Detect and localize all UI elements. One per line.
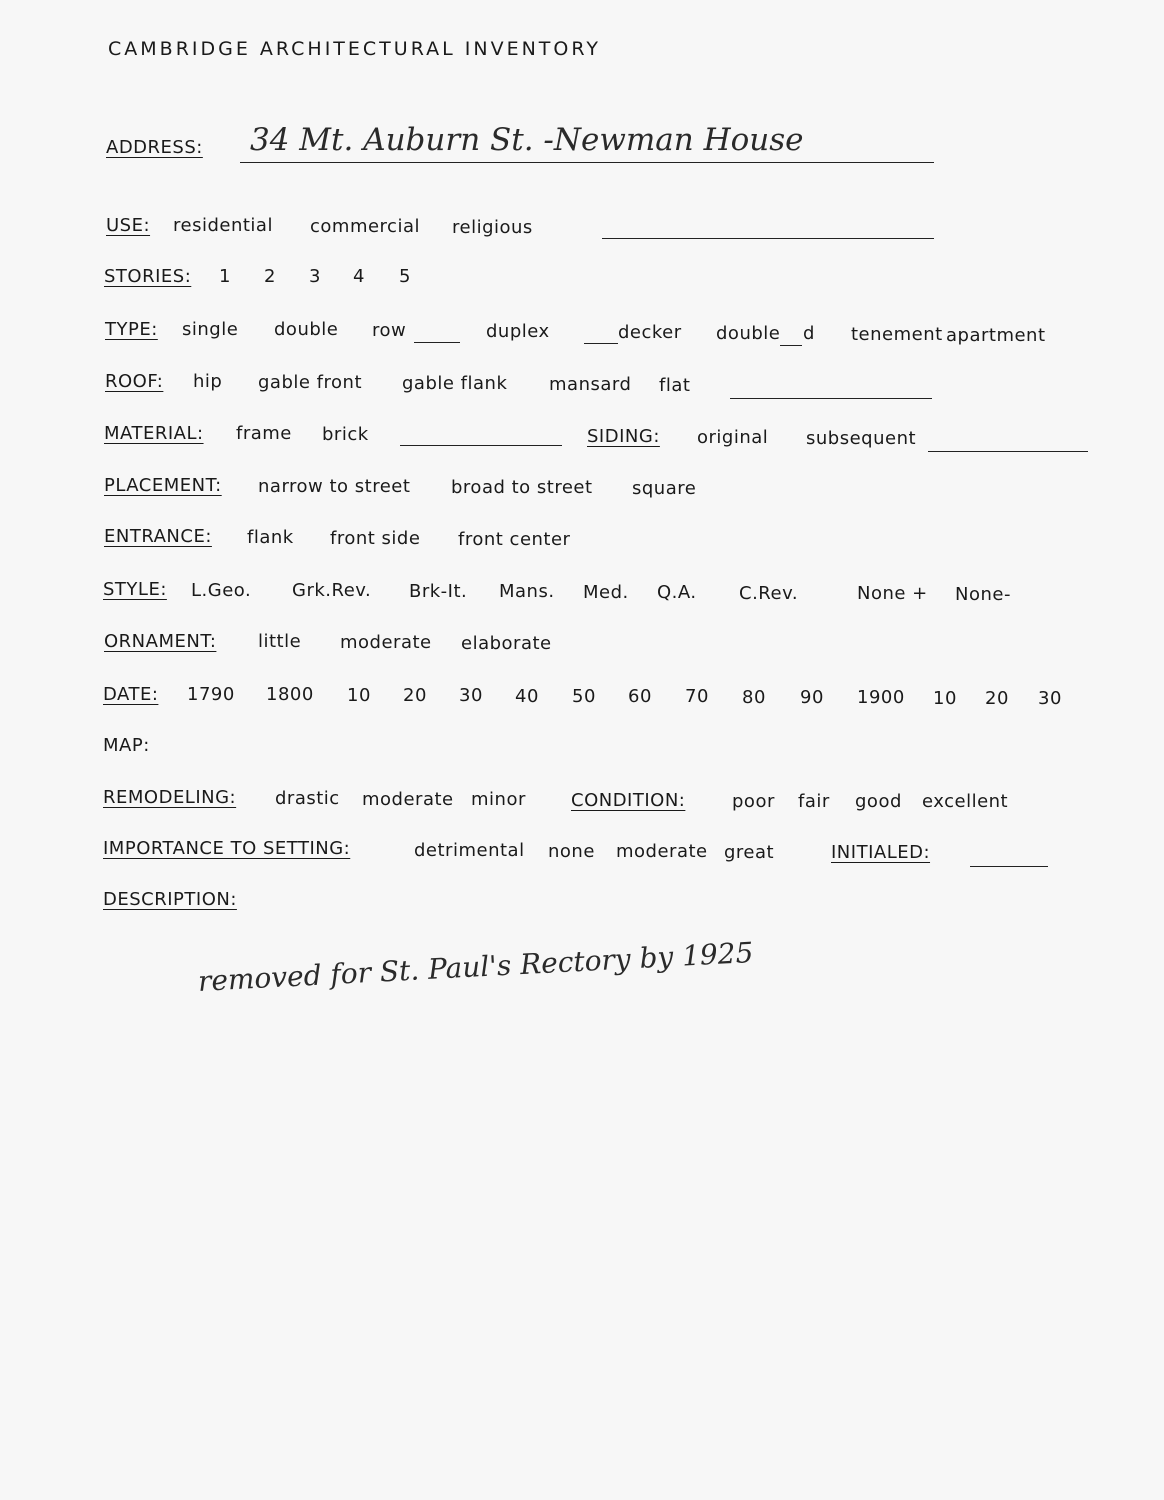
roof-option-flat: flat — [659, 375, 691, 396]
remodeling-option-minor: minor — [471, 789, 526, 810]
material-label: MATERIAL: — [104, 423, 204, 444]
type-row-blank — [414, 342, 460, 343]
type-option-tenement: tenement — [851, 324, 943, 345]
condition-option-good: good — [855, 791, 902, 812]
date-option: 1800 — [266, 684, 314, 705]
use-other-line — [602, 238, 934, 239]
address-label: ADDRESS: — [106, 137, 203, 158]
stories-option: 5 — [399, 266, 411, 287]
stories-option: 2 — [264, 266, 276, 287]
condition-label: CONDITION: — [571, 790, 686, 811]
roof-other-line — [730, 398, 932, 399]
address-handwritten-value: 34 Mt. Auburn St. -Newman House — [250, 122, 804, 158]
ornament-option-little: little — [258, 631, 302, 652]
importance-label: IMPORTANCE TO SETTING: — [103, 838, 351, 859]
roof-option-hip: hip — [193, 371, 223, 392]
material-option-brick: brick — [322, 424, 369, 445]
style-option: Mans. — [499, 581, 555, 602]
style-option: Med. — [583, 582, 629, 603]
placement-option-broad: broad to street — [451, 477, 593, 498]
style-label: STYLE: — [103, 579, 167, 600]
date-option: 1900 — [857, 687, 905, 708]
roof-label: ROOF: — [105, 371, 164, 392]
date-option: 30 — [1038, 688, 1062, 709]
date-option: 50 — [572, 686, 596, 707]
date-option: 1790 — [187, 684, 235, 705]
use-label: USE: — [106, 215, 151, 236]
placement-option-square: square — [632, 478, 697, 499]
type-double-d-blank — [780, 345, 802, 346]
roof-option-gable-front: gable front — [258, 372, 362, 393]
type-option-single: single — [182, 319, 239, 340]
style-option: C.Rev. — [739, 583, 799, 604]
date-option: 30 — [459, 685, 483, 706]
form-title: CAMBRIDGE ARCHITECTURAL INVENTORY — [108, 38, 601, 60]
stories-label: STORIES: — [104, 266, 192, 287]
importance-option-detrimental: detrimental — [414, 840, 525, 861]
style-option: None + — [857, 583, 928, 604]
siding-label: SIDING: — [587, 426, 660, 447]
use-option-religious: religious — [452, 217, 533, 238]
type-option-row: row — [372, 320, 407, 341]
entrance-option-front-center: front center — [458, 529, 571, 550]
date-option: 40 — [515, 686, 539, 707]
entrance-label: ENTRANCE: — [104, 526, 212, 547]
date-option: 80 — [742, 687, 766, 708]
remodeling-option-moderate: moderate — [362, 789, 454, 810]
type-decker-blank — [584, 343, 618, 344]
date-label: DATE: — [103, 684, 159, 705]
type-option-d: d — [803, 323, 815, 344]
description-handwritten-note: removed for St. Paul's Rectory by 1925 — [197, 935, 755, 998]
placement-label: PLACEMENT: — [104, 475, 222, 496]
date-option: 70 — [685, 686, 709, 707]
date-option: 90 — [800, 687, 824, 708]
use-option-residential: residential — [173, 215, 273, 236]
ornament-option-moderate: moderate — [340, 632, 432, 653]
stories-option: 1 — [219, 266, 231, 287]
siding-option-original: original — [697, 427, 769, 448]
importance-option-moderate: moderate — [616, 841, 708, 862]
type-option-duplex: duplex — [486, 321, 550, 342]
type-option-decker: decker — [618, 322, 682, 343]
date-option: 10 — [933, 688, 957, 709]
stories-option: 4 — [353, 266, 365, 287]
date-option: 10 — [347, 685, 371, 706]
style-option: Grk.Rev. — [292, 580, 372, 601]
importance-option-none: none — [548, 841, 595, 862]
entrance-option-flank: flank — [247, 527, 294, 548]
roof-option-gable-flank: gable flank — [402, 373, 508, 394]
type-option-apartment: apartment — [946, 325, 1046, 346]
condition-option-excellent: excellent — [922, 791, 1009, 812]
siding-option-subsequent: subsequent — [806, 428, 917, 449]
roof-option-mansard: mansard — [549, 374, 632, 395]
material-option-frame: frame — [236, 423, 292, 444]
entrance-option-front-side: front side — [330, 528, 421, 549]
map-label: MAP: — [103, 735, 150, 756]
remodeling-option-drastic: drastic — [275, 788, 340, 809]
date-option: 20 — [985, 688, 1009, 709]
type-label: TYPE: — [105, 319, 158, 340]
ornament-option-elaborate: elaborate — [461, 633, 552, 654]
initialed-label: INITIALED: — [831, 842, 931, 863]
type-option-double-d: double — [716, 323, 781, 344]
condition-option-fair: fair — [798, 791, 830, 812]
date-option: 60 — [628, 686, 652, 707]
ornament-label: ORNAMENT: — [104, 631, 217, 652]
siding-other-line — [928, 451, 1088, 452]
remodeling-label: REMODELING: — [103, 787, 237, 808]
date-option: 20 — [403, 685, 427, 706]
type-option-double: double — [274, 319, 339, 340]
style-option: L.Geo. — [191, 580, 252, 601]
material-other-line — [400, 445, 562, 446]
description-label: DESCRIPTION: — [103, 889, 237, 910]
style-option: None- — [955, 584, 1011, 605]
initialed-line — [970, 866, 1048, 867]
condition-option-poor: poor — [732, 791, 775, 812]
stories-option: 3 — [309, 266, 321, 287]
style-option: Q.A. — [657, 582, 697, 603]
importance-option-great: great — [724, 842, 775, 863]
address-line — [240, 162, 934, 163]
style-option: Brk-It. — [409, 581, 468, 602]
use-option-commercial: commercial — [310, 216, 420, 237]
placement-option-narrow: narrow to street — [258, 476, 411, 497]
